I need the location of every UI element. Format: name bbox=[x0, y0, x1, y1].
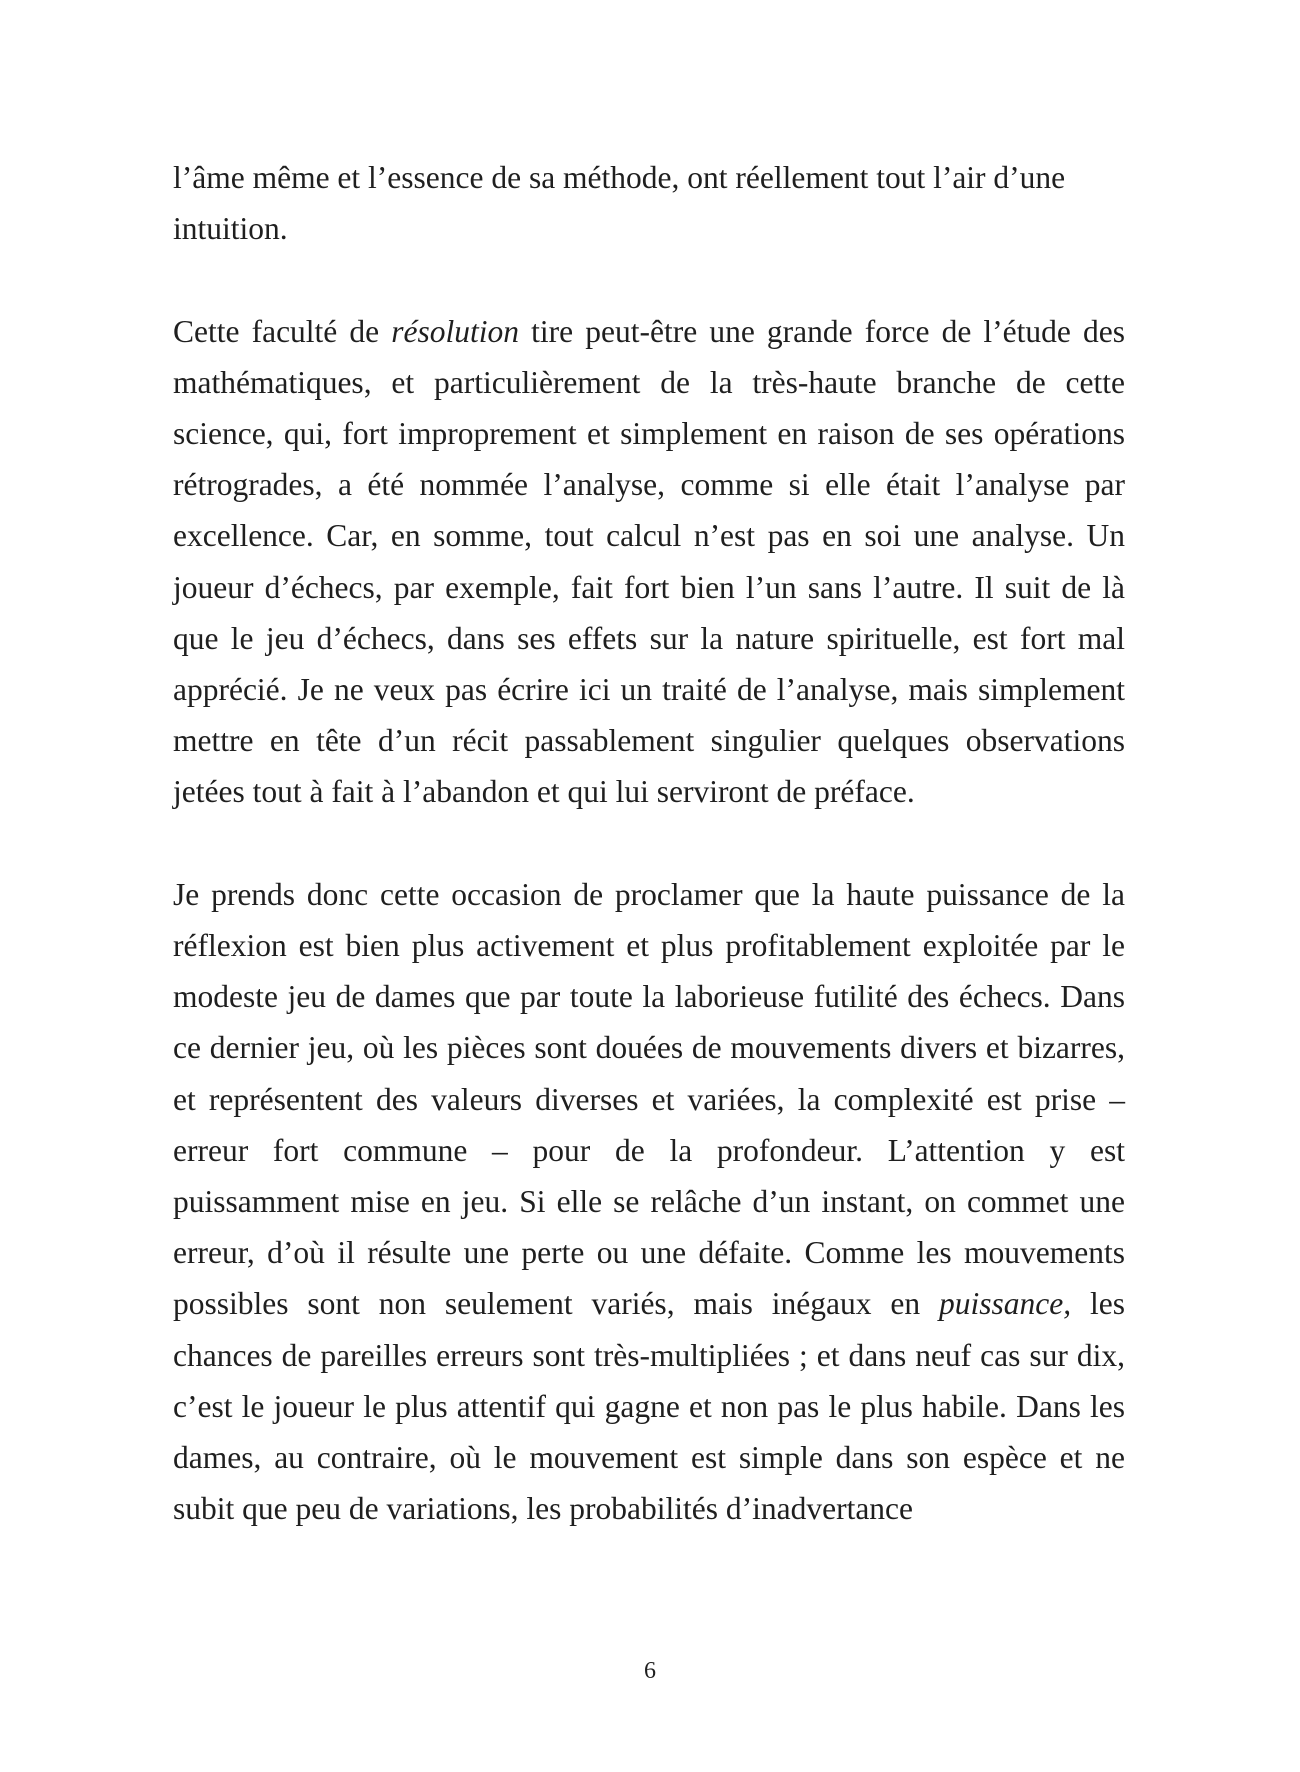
paragraph-3-text-rest: les chances de pareilles erreurs sont très-multipliées ; et dans neuf cas sur dix, c’est le joueur le plus attentif qui gagne et non pas le plus habile. Dans les dames, au contraire, où le mouvement est simple dans son espèce et ne subit que peu de variations, les probabilités d’inadvertance bbox=[173, 1286, 1125, 1527]
body-text bbox=[173, 152, 1125, 1534]
italic-word-puissance: puissance, bbox=[939, 1286, 1072, 1322]
paragraph-2 bbox=[173, 306, 1125, 818]
paragraph-spacer bbox=[173, 254, 1125, 305]
page-number: 6 bbox=[644, 1658, 656, 1684]
paragraph-2-text-rest: tire peut-être une grande force de l’étude des mathématiques, et particulièrement de la très-haute branche de cette science, qui, fort improprement et simplement en raison de ses opérations rétrogrades, a été nommée l’analyse, comme si elle était l’analyse par excellence. Car, en somme, tout calcul n’est pas en soi une analyse. Un joueur d’échecs, par exemple, fait fort bien l’un sans l’autre. Il suit de là que le jeu d’échecs, dans ses effets sur la nature spirituelle, est fort mal apprécié. Je ne veux pas écrire ici un traité de l’analyse, mais simplement mettre en tête d’un récit passablement singulier quelques observations jetées tout à fait à l’abandon et qui lui serviront de préface. bbox=[173, 313, 1125, 810]
paragraph-1 bbox=[173, 152, 1125, 254]
paragraph-2-text-start: Cette faculté de bbox=[173, 313, 392, 349]
paragraph-3-text-start: Je prends donc cette occasion de proclamer que la haute puissance de la réflexion est bien plus activement et plus profitablement exploitée par le modeste jeu de dames que par toute la laborieuse futilité des échecs. Dans ce dernier jeu, où les pièces sont douées de mouvements divers et bizarres, et représentent des valeurs diverses et variées, la complexité est prise – erreur fort commune – pour de la profondeur. L’attention y est puissamment mise en jeu. Si elle se relâche d’un instant, on commet une erreur, d’où il résulte une perte ou une défaite. Comme les mouvements possibles sont non seulement variés, mais inégaux en bbox=[173, 876, 1125, 1322]
paragraph-3 bbox=[173, 869, 1125, 1535]
italic-word-resolution: résolution bbox=[391, 313, 520, 349]
paragraph-spacer bbox=[173, 818, 1125, 869]
paragraph-1-text: l’âme même et l’essence de sa méthode, ont réellement tout l’air d’une intuition. bbox=[173, 160, 1066, 247]
